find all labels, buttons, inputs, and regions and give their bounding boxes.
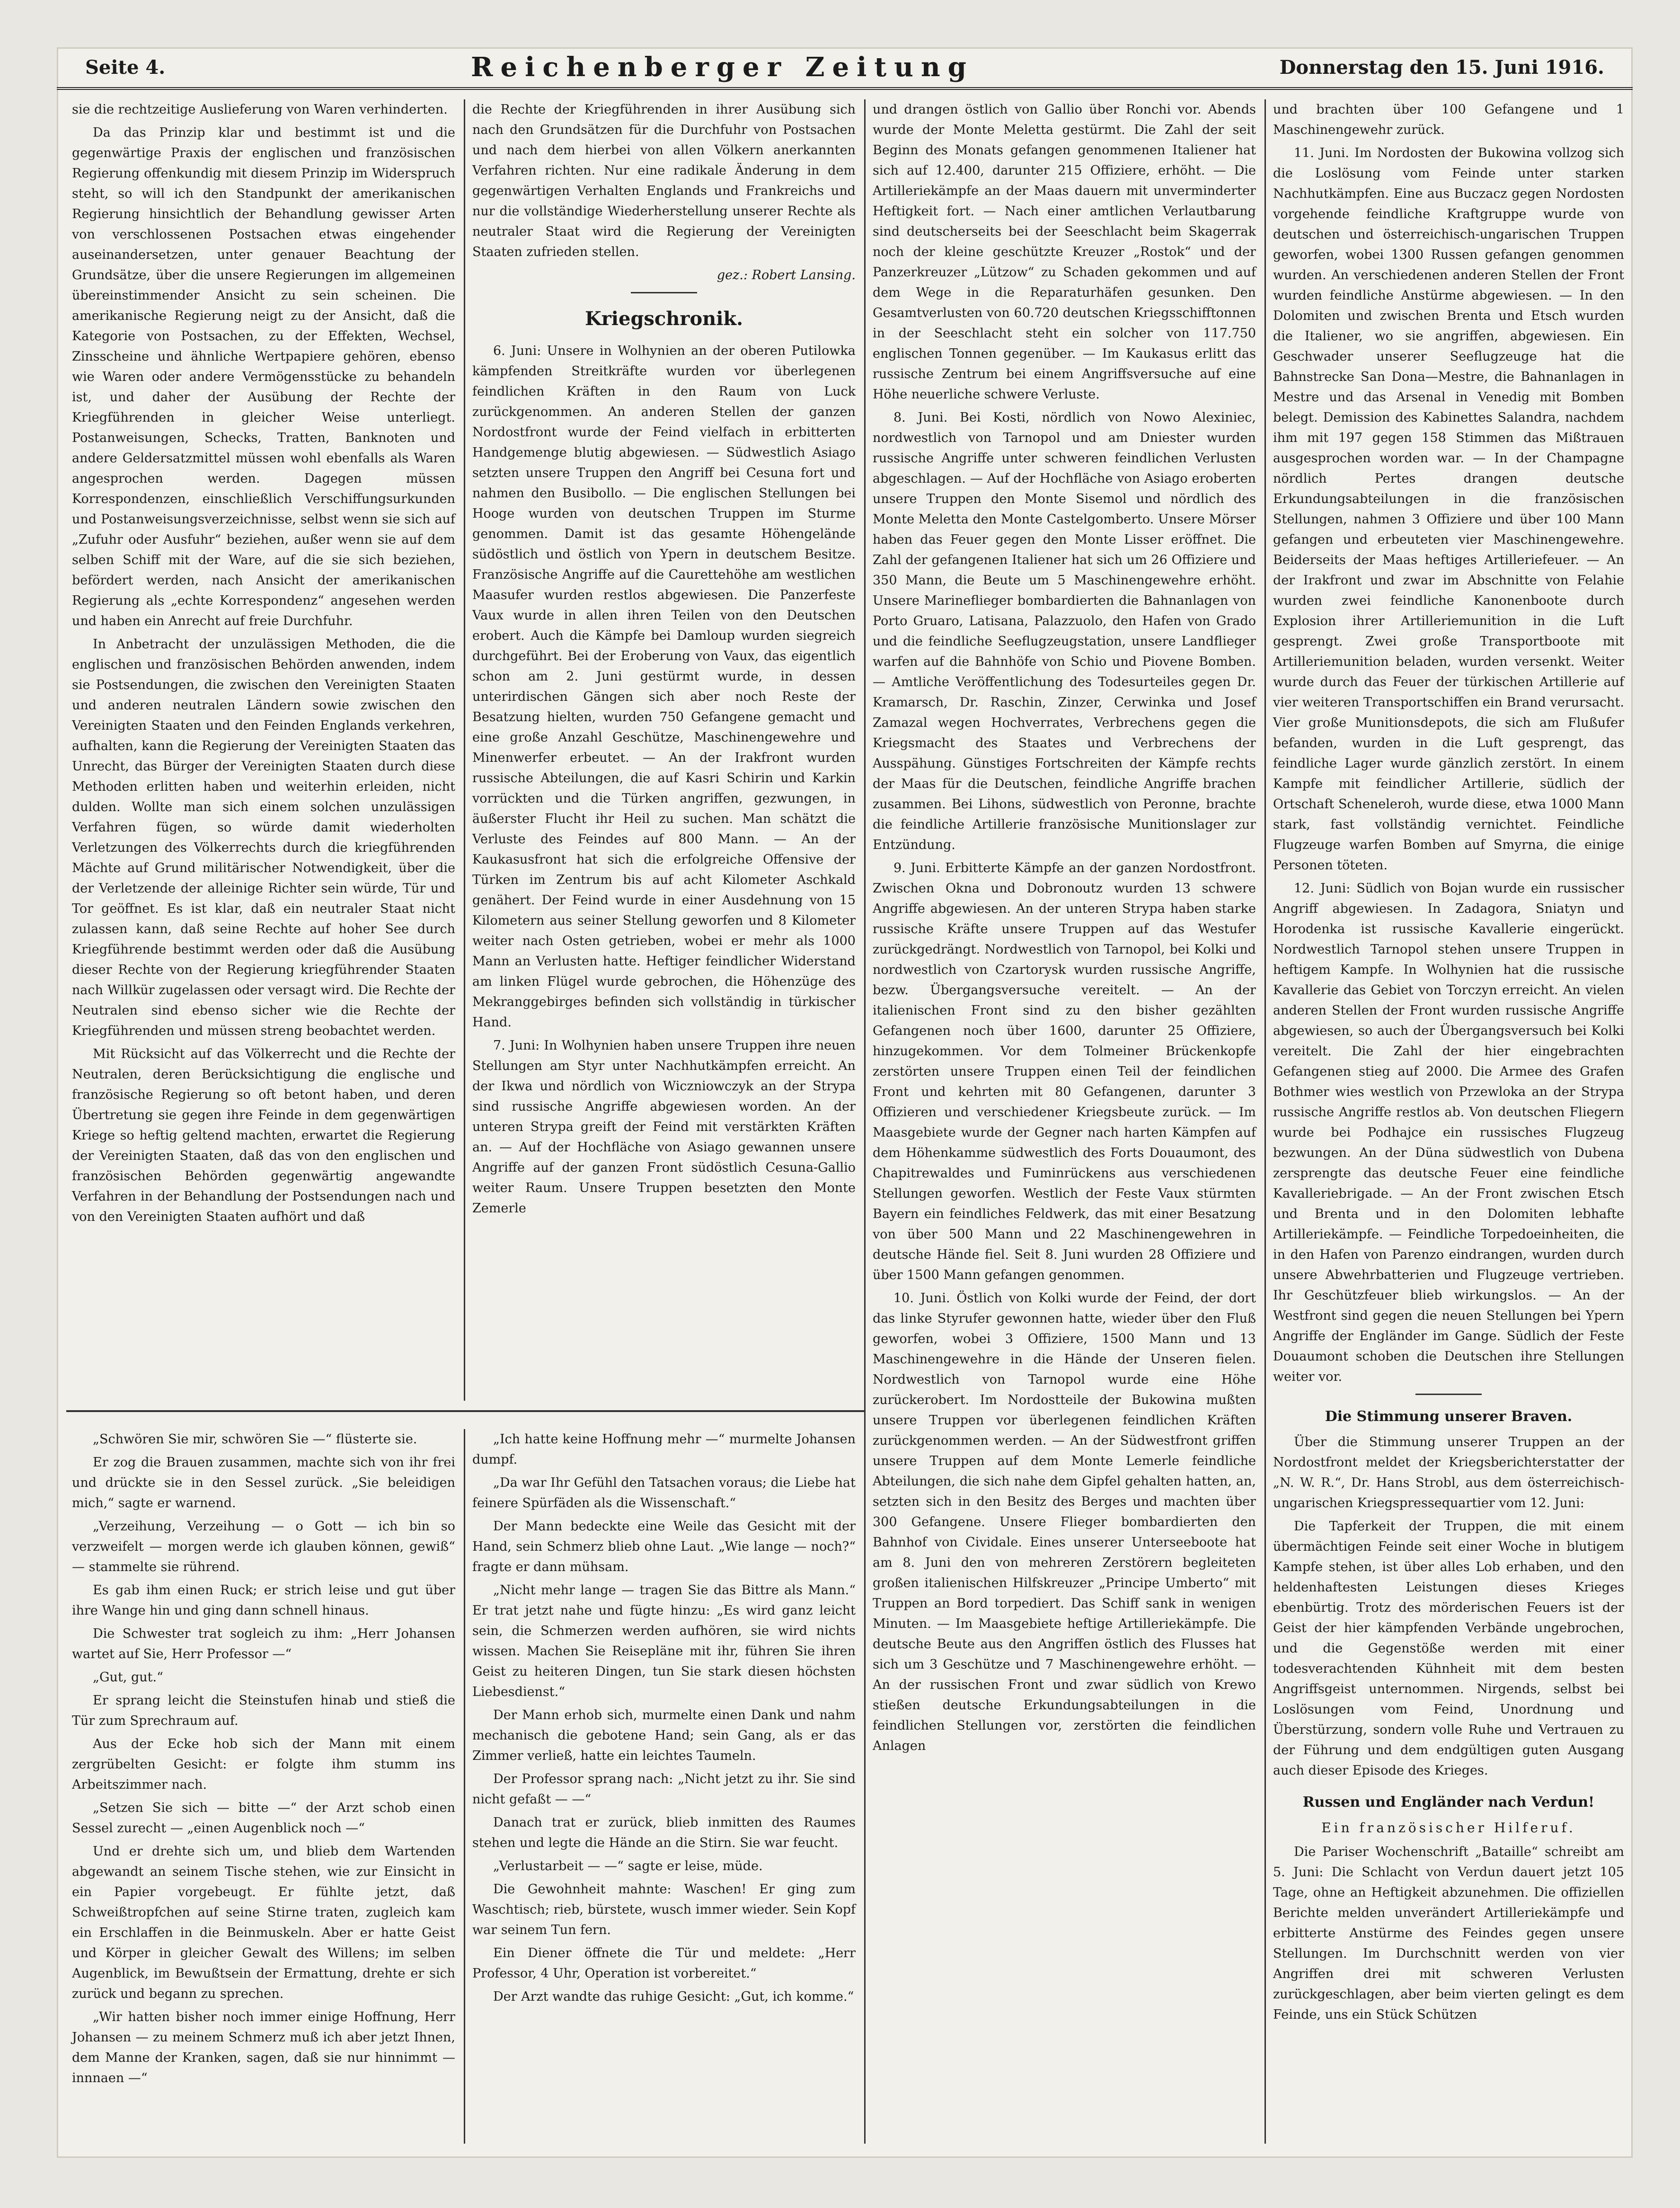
story-paragraph: „Gut, gut.“ xyxy=(93,1670,163,1685)
section-title: Die Stimmung unserer Braven. xyxy=(1325,1408,1573,1425)
separator xyxy=(631,292,697,293)
feuilleton-column-2 xyxy=(464,1429,864,2144)
chronicle-entry: und drangen östlich von Gallio über Ronchi vor. Abends wurde der Monte Meletta gestürmt. Die Zahl der seit Beginn des Monats gefangen genommenen Italiener hat sich auf 12.400, darunter 215 Offiziere, erhöht. — Die Artilleriekämpfe an der Maas dauern mit unverminderter Heftigkeit fort. — Nach einer amtlichen Verlautbarung sind deutscherseits bei der Seeschlacht beim Skagerrak noch der kleine geschützte Kreuzer „Rostok“ und der Panzerkreuzer „Lützow“ zu Schaden gekommen und auf dem Wege in die Reparaturhäfen gesunken. Den Gesamtverlusten von 60.720 deutschen Kriegsschifftonnen in der Seeschlacht steht ein solcher von 117.750 englischen Tonnen gegenüber. — Im Kaukasus erlitt das russische Zentrum bei einem Angriffsversuche auf eine Höhe neuerliche schwere Verluste. xyxy=(873,102,1256,402)
column-1 xyxy=(63,99,464,1405)
story-paragraph: Der Arzt wandte das ruhige Gesicht: „Gut, ich komme.“ xyxy=(493,1989,854,2004)
chronicle-entry: 11. Juni. Im Nordosten der Bukowina vollzog sich die Loslösung vom Feinde unter starken Nachhutkämpfen. Eine aus Buczacz gegen Nordosten vorgehende feindliche Kraftgruppe wurde von deutschen und österreichisch-ungarischen Truppen geworfen, wobei 1300 Russen gefangen genommen wurden. An verschiedenen anderen Stellen der Front wurden feindliche Anstürme abgewiesen. — In den Dolomiten und zwischen Brenta und Etsch wurden die Italiener, wo sie angriffen, abgewiesen. Ein Geschwader unserer Seeflugzeuge hat die Bahnstrecke San Dona—Mestre, die Bahnanlagen in Mestre und das Arsenal in Venedig mit Bomben belegt. Demission des Kabinettes Salandra, nachdem ihm mit 197 gegen 158 Stimmen das Mißtrauen ausgesprochen worden war. — In der Champagne nördlich Pertes drangen deutsche Erkundungsabteilungen in die französischen Stellungen, nahmen 3 Offiziere und über 100 Mann gefangen und erbeuteten vier Maschinengewehre. Beiderseits der Maas heftiges Artilleriefeuer. — An der Irakfront und zwar im Abschnitte von Felahie wurden zwei feindliche Kanonenboote durch Explosion ihrer Artilleriemunition in die Luft gesprengt. Zwei große Transportboote mit Artilleriemunition beladen, wurden versenkt. Weiter wurde durch das Feuer der türkischen Artillerie auf vier weiteren Transportschiffen ein Brand verursacht. Vier große Munitionsdepots, die sich am Flußufer befanden, wurden in die Luft gesprengt, das feindliche Lager wurde gänzlich zerstört. In einem Kampfe mit feindlicher Artillerie, südlich der Ortschaft Scheneleroh, wurde diese, etwa 1000 Mann stark, fast vollständig vernichtet. Feindliche Flugzeuge warfen Bomben auf Smyrna, die einige Personen töteten. xyxy=(1273,146,1624,873)
chronicle-entry: 7. Juni: In Wolhynien haben unsere Truppen ihre neuen Stellungen am Styr unter Nachhutkämpfen erreicht. An der Ikwa und nördlich von Wiczniowczyk an der Strypa sind russische Angriffe abgewiesen worden. An der unteren Strypa greift der Feind mit verstärkten Kräften an. — Auf der Hochfläche von Asiago gewannen unsere Angriffe auf der ganzen Front südöstlich Cesuna-Gallio weiter Raum. Unsere Truppen besetzten den Monte Zemerle xyxy=(472,1038,856,1216)
page-header xyxy=(57,47,1633,90)
feuilleton-column-1 xyxy=(63,1429,464,2144)
chronicle-entry: 8. Juni. Bei Kosti, nördlich von Nowo Alexiniec, nordwestlich von Tarnopol und am Dniester wurden russische Angriffe unter schweren feindlichen Verlusten abgeschlagen. — Auf der Hochfläche von Asiago eroberten unsere Truppen den Monte Sisemol und nördlich des Monte Meletta den Monte Castelgomberto. Unsere Mörser haben das Feuer gegen den Monte Lisser eröffnet. Die Zahl der gefangenen Italiener hat sich um 26 Offiziere und 350 Mann, die Beute um 5 Maschinengewehre erhöht. Unsere Marineflieger bombardierten die Bahnanlagen von Porto Gruaro, Latisana, Palazzuolo, den Hafen von Grado und die feindliche Seeflugzeugstation, unsere Landflieger warfen auf die Bahnhöfe von Schio und Piovene Bomben. — Amtliche Veröffentlichung des Todesurteiles gegen Dr. Kramarsch, Dr. Raschin, Zinzer, Cerwinka und Josef Zamazal wegen Hochverrates, Verbrechens gegen die Kriegsmacht des Staates und Verbrechens der Ausspähung. Günstiges Fortschreiten der Kämpfe rechts der Maas für die Deutschen, feindliche Angriffe brachen zusammen. Bei Lihons, südwestlich von Peronne, brachte die feindliche Artillerie französische Munitionslager zur Entzündung. xyxy=(873,410,1256,852)
story-paragraph: Danach trat er zurück, blieb inmitten des Raumes stehen und legte die Hände an die Stirn. Sie war feucht. xyxy=(472,1815,856,1850)
section-title: Kriegschronik. xyxy=(584,308,743,330)
page-number: Seite 4. xyxy=(85,56,166,79)
story-paragraph: „Nicht mehr lange — tragen Sie das Bittre als Mann.“ Er trat jetzt nahe und fügte hinzu: „Es wird ganz leicht sein, die Schmerzen werden aufhören, sie wird nichts wissen. Machen Sie Reisepläne mit ihr, führen Sie ihren Geist zu heiteren Dingen, tun Sie stark diesen höchsten Liebesdienst.“ xyxy=(472,1583,856,1699)
paragraph: Die Pariser Wochenschrift „Bataille“ schreibt am 5. Juni: Die Schlacht von Verdun dauert jetzt 105 Tage, ohne an Heftigkeit abzunehmen. Die offiziellen Berichte melden unverändert Artilleriekämpfe und erbitterte Anstürme des Feindes gegen unsere Stellungen. Im Durchschnitt werden von vier Angriffen drei mit schweren Verlusten zurückgeschlagen, aber beim vierten gelingt es dem Feinde, uns ein Stück Schützen xyxy=(1273,1845,1624,2022)
chronicle-entry: 9. Juni. Erbitterte Kämpfe an der ganzen Nordostfront. Zwischen Okna und Dobronoutz wurden 13 schwere Angriffe abgewiesen. An der unteren Strypa haben starke russische Kräfte unsere Truppen auf das Westufer zurückgedrängt. Nordwestlich von Tarnopol, bei Kolki und nordwestlich von Czartorysk wurden russische Angriffe, bezw. Übergangsversuche vereitelt. — An der italienischen Front sind zu den bisher gezählten Gefangenen noch über 1600, darunter 25 Offiziere, hinzugekommen. Vor dem Tolmeiner Brückenkopfe zerstörten unsere Truppen einen Teil der feindlichen Front und kehrten mit 80 Gefangenen, darunter 3 Offizieren und verschiedener Kriegsbeute zurück. — Im Maasgebiete wurde der Gegner nach harten Kämpfen auf dem Höhenkamme südwestlich des Forts Douaumont, des Chapitrewaldes und Fuminrückens aus verschiedenen Stellungen geworfen. Westlich der Feste Vaux stürmten Bayern ein feindliches Feldwerk, das mit einer Besatzung von über 500 Mann und 22 Maschinengewehren in deutsche Hände fiel. Seit 8. Juni wurden 28 Offiziere und über 1500 Mann gefangen genommen. xyxy=(873,861,1256,1282)
separator xyxy=(1415,1394,1482,1395)
story-paragraph: „Schwören Sie mir, schwören Sie —“ flüsterte sie. xyxy=(93,1432,417,1447)
masthead: Reichenberger Zeitung xyxy=(470,52,974,83)
story-paragraph: Aus der Ecke hob sich der Mann mit einem zergrübelten Gesicht: er folgte ihm stumm ins Arbeitszimmer nach. xyxy=(72,1737,455,1792)
story-paragraph: Die Schwester trat sogleich zu ihm: „Herr Johansen wartet auf Sie, Herr Professor —“ xyxy=(72,1626,455,1661)
story-paragraph: Die Gewohnheit mahnte: Waschen! Er ging zum Waschtisch; rieb, bürstete, wusch immer wieder. Sein Kopf war seinem Tun fern. xyxy=(472,1882,856,1937)
newspaper-page xyxy=(57,47,1633,2158)
issue-date: Donnerstag den 15. Juni 1916. xyxy=(1279,56,1604,79)
story-paragraph: „Wir hatten bisher noch immer einige Hoffnung, Herr Johansen — zu meinem Schmerz muß ich aber jetzt Ihnen, dem Manne der Kranken, sagen, daß sie nur hinnimmt — innnaen —“ xyxy=(72,2010,455,2085)
paragraph: Die Tapferkeit der Truppen, die mit einem übermächtigen Feinde seit einer Woche in blutigem Kampfe stehen, ist über alles Lob erhaben, und den heldenhaftesten Leistungen dieses Krieges ebenbürtig. Trotz des mörderischen Feuers ist der Geist der hier kämpfenden Verbände ungebrochen, und die Gegenstöße werden mit einer todesverachtenden Kühnheit mit dem besten Angriffsgeist unternommen. Nirgends, selbst bei Loslösungen vom Feind, Unordnung und Überstürzung, sondern volle Ruhe und Vertrauen zu der Führung und dem endgültigen guten Ausgang auch dieser Episode des Krieges. xyxy=(1273,1519,1624,1778)
chronicle-entry: und brachten über 100 Gefangene und 1 Maschinengewehr zurück. xyxy=(1273,102,1624,137)
story-paragraph: Er sprang leicht die Steinstufen hinab und stieß die Tür zum Sprechraum auf. xyxy=(72,1693,455,1728)
story-paragraph: Der Mann bedeckte eine Weile das Gesicht mit der Hand, sein Schmerz blieb ohne Laut. „Wie lange — noch?“ fragte er dann mühsam. xyxy=(472,1519,856,1574)
paragraph: Mit Rücksicht auf das Völkerrecht und die Rechte der Neutralen, deren Berücksichtigung die englische und französische Regierung so oft betont haben, und deren Übertretung sie gegen ihre Feinde in dem gegenwärtigen Kriege so heftig geltend machten, erwartet die Regierung der Vereinigten Staaten, daß das von den englischen und französischen Behörden gegenwärtig angewandte Verfahren in der Behandlung der Postsendungen nach und von den Vereinigten Staaten aufhört und daß xyxy=(72,1047,455,1224)
section-title: Russen und Engländer nach Verdun! xyxy=(1302,1794,1595,1811)
paragraph: Da das Prinzip klar und bestimmt ist und die gegenwärtige Praxis der englischen und französischen Regierung offenkundig mit diesem Prinzip im Widerspruch steht, so will ich den Standpunkt der amerikanischen Regierung hinsichtlich der Behandlung gewisser Arten von verschlossenen Postsachen etwas eingehender auseinandersetzen, unter genauer Beachtung der Grundsätze, über die unsere Regierungen im allgemeinen übereinstimmender Ansicht zu sein scheinen. Die amerikanische Regierung neigt zu der Ansicht, daß die Kategorie von Postsachen, zu der Effekten, Wechsel, Zinsscheine und ähnliche Wertpapiere gehören, ebenso wie Waren oder andere Vermögensstücke zu behandeln ist, und daher der Ausübung der Rechte der Kriegführenden in gleicher Weise unterliegt. Postanweisungen, Schecks, Tratten, Banknoten und andere Geldersatzmittel müssen wohl ebenfalls als Waren angesprochen werden. Dagegen müssen Korrespondenzen, einschließlich Verschiffungsurkunden und Postanweisungsverzeichnisse, selbst wenn sie sich auf „Zufuhr oder Ausfuhr“ beziehen, außer wenn sie auf dem selben Schiff mit der Ware, auf die sie sich beziehen, befördert werden, nach Ansicht der amerikanischen Regierung als „echte Korrespondenz“ angesehen werden und haben ein Anrecht auf freie Durchfuhr. xyxy=(72,125,455,628)
column-4 xyxy=(1264,99,1633,2144)
story-paragraph: Und er drehte sich um, und blieb dem Wartenden abgewandt an seinem Tische stehen, wie zur Einsicht in ein Papier vorgebeugt. Er fühlte jetzt, daß Schweißtropfchen auf seine Stirne traten, zugleich kam ein Erschlaffen in die Beinmuskeln. Aber er hatte Geist und Körper in gleicher Gewalt des Willens; im selben Augenblick, im Bewußtsein der Ermattung, drehte er sich zurück und begann zu sprechen. xyxy=(72,1844,455,2001)
story-paragraph: Der Mann erhob sich, murmelte einen Dank und nahm mechanisch die gebotene Hand; sein Gang, als er das Zimmer verließ, hatte ein leichtes Taumeln. xyxy=(472,1708,856,1763)
story-paragraph: „Ich hatte keine Hoffnung mehr —“ murmelte Johansen dumpf. xyxy=(472,1432,856,1467)
story-paragraph: Es gab ihm einen Ruck; er strich leise und gut über ihre Wange hin und ging dann schnell hinaus. xyxy=(72,1583,455,1618)
signature: gez.: Robert Lansing. xyxy=(716,268,856,283)
paragraph: die Rechte der Kriegführenden in ihrer Ausübung sich nach den Grundsätzen für die Durchfuhr von Postsachen und nach dem hierbei von allen Völkern anerkannten Verfahren richten. Nur eine radikale Änderung in dem gegenwärtigen Verhalten Englands und Frankreichs und nur die vollständige Wiederherstellung unserer Rechte als neutraler Staat wird die Regierung der Vereinigten Staaten zufrieden stellen. xyxy=(472,102,856,259)
chronicle-entry: 12. Juni: Südlich von Bojan wurde ein russischer Angriff abgewiesen. In Zadagora, Sniatyn und Horodenka ist russische Kavallerie eingerückt. Nordwestlich Tarnopol stehen unsere Truppen in heftigem Kampfe. In Wolhynien hat die russische Kavallerie das Gebiet von Torczyn erreicht. An vielen anderen Stellen der Front wurden russische Angriffe abgewiesen, so auch der Übergangsversuch bei Kolki vereitelt. Die Zahl der hier eingebrachten Gefangenen stieg auf 2000. Die Armee des Grafen Bothmer wies westlich von Przewloka an der Strypa russische Angriffe restlos ab. Von deutschen Fliegern wurde bei Podhajce ein russisches Flugzeug bezwungen. An der Düna südwestlich von Dubena zersprengte das deutsche Feuer eine feindliche Kavalleriebrigade. — An der Front zwischen Etsch und Brenta und in den Dolomiten lebhafte Artilleriekämpfe. — Feindliche Torpedoeinheiten, die in den Hafen von Parenzo eindrangen, wurden durch unsere Abwehrbatterien und Flugzeuge vertrieben. Ihr Geschützfeuer blieb wirkungslos. — An der Westfront sind gegen die neuen Stellungen bei Ypern Angriffe der Engländer im Gange. Südlich der Feste Douaumont schoben die Deutschen ihre Stellungen weiter vor. xyxy=(1273,881,1624,1384)
story-paragraph: „Da war Ihr Gefühl den Tatsachen voraus; die Liebe hat feinere Spürfäden als die Wissenschaft.“ xyxy=(472,1475,856,1510)
story-paragraph: „Setzen Sie sich — bitte —“ der Arzt schob einen Sessel zurecht — „einen Augenblick noch —“ xyxy=(72,1801,455,1836)
chronicle-entry: 10. Juni. Östlich von Kolki wurde der Feind, der dort das linke Styrufer gewonnen hatte, wieder über den Fluß geworfen, wobei 3 Offiziere, 1500 Mann und 13 Maschinengewehre in die Hände der Unseren fielen. Nordwestlich von Tarnopol wurde eine Höhe zurückerobert. Im Nordostteile der Bukowina mußten unsere Truppen vor überlegenen feindlichen Kräften zurückgenommen werden. — An der Südwestfront griffen unsere Truppen auf dem Monte Lemerle feindliche Abteilungen, die sich nahe dem Gipfel gehalten hatten, an, setzten sich in den Besitz des Berges und machten über 300 Gefangene. Unsere Flieger bombardierten den Bahnhof von Cividale. Eines unserer Unterseeboote hat am 8. Juni den von mehreren Zerstörern begleiteten großen italienischen Hilfskreuzer „Principe Umberto“ mit Truppen an Bord torpediert. Das Schiff sank in wenigen Minuten. — Im Maasgebiete heftige Artilleriekämpfe. Die deutsche Beute aus den Angriffen östlich des Flusses hat sich um 3 Geschütze und 7 Maschinengewehre erhöht. — An der russischen Front und zwar südlich von Krewo stießen deutsche Erkundungsabteilungen in die feindlichen Stellungen vor, zerstörten die feindlichen Anlagen xyxy=(873,1291,1256,1753)
column-2 xyxy=(464,99,864,1405)
story-paragraph: Er zog die Brauen zusammen, machte sich von ihr frei und drückte sie in den Sessel zurück. „Sie beleidigen mich,“ sagte er warnend. xyxy=(72,1455,455,1510)
story-paragraph: „Verlustarbeit — —“ sagte er leise, müde. xyxy=(493,1859,763,1873)
story-paragraph: Ein Diener öffnete die Tür und meldete: „Herr Professor, 4 Uhr, Operation ist vorbereitet.“ xyxy=(472,1946,856,1981)
paragraph: In Anbetracht der unzulässigen Methoden, die die englischen und französischen Behörden anwenden, indem sie Postsendungen, die zwischen den Vereinigten Staaten und anderen neutralen Ländern sowie zwischen den Vereinigten Staaten und den Feinden Englands verkehren, aufhalten, kann die Regierung der Vereinigten Staaten das Unrecht, das Bürger der Vereinigten Staaten durch diese Methoden erlitten haben und weiterhin erleiden, nicht dulden. Wollte man sich einem solchen unzulässigen Verfahren fügen, so würde damit wiederholten Verletzungen des Völkerrechts durch die kriegführenden Mächte auf Grund militärischer Notwendigkeit, über die der Verletzende der alleinige Richter sein würde, Tür und Tor geöffnet. Es ist klar, daß ein neutraler Staat nicht zulassen kann, daß seine Rechte auf hoher See durch Kriegführende bestimmt werden oder daß die Ausübung dieser Rechte von der Regierung kriegführender Staaten nach Willkür zugelassen oder versagt wird. Die Rechte der Neutralen sind ebenso sicher wie die Rechte der Kriegführenden und müssen streng beobachtet werden. xyxy=(72,637,455,1038)
paragraph: Über die Stimmung unserer Truppen an der Nordostfront meldet der Kriegsberichterstatter der „N. W. R.“, Dr. Hans Strobl, aus dem österreichisch-ungarischen Kriegspressequartier vom 12. Juni: xyxy=(1273,1435,1624,1510)
story-paragraph: Der Professor sprang nach: „Nicht jetzt zu ihr. Sie sind nicht gefaßt — —“ xyxy=(472,1772,856,1807)
paragraph: sie die rechtzeitige Auslieferung von Waren verhinderten. xyxy=(72,102,448,117)
chronicle-entry: 6. Juni: Unsere in Wolhynien an der oberen Putilowka kämpfenden Streitkräfte wurden vor überlegenen feindlichen Kräften in den Raum von Luck zurückgenommen. An anderen Stellen der ganzen Nordostfront wurde der Feind vielfach in erbitterten Handgemenge blutig abgewiesen. — Südwestlich Asiago setzten unsere Truppen den Angriff bei Cesuna fort und nahmen den Busibollo. — Die englischen Stellungen bei Hooge wurden von deutschen Truppen im Sturme genommen. Damit ist das gesamte Höhengelände südöstlich und östlich von Ypern in deutschem Besitze. Französische Angriffe auf die Caurettehöhe am westlichen Maasufer wurden restlos abgewiesen. Die Panzerfeste Vaux wurde in allen ihren Teilen von den Deutschen erobert. Auch die Kämpfe bei Damloup wurden siegreich durchgeführt. Bei der Eroberung von Vaux, das eigentlich schon am 2. Juni gestürmt wurde, in dessen unterirdischen Gängen sich aber noch Reste der Besatzung hielten, wurden 750 Gefangene gemacht und eine große Anzahl Geschütze, Maschinengewehre und Minenwerfer erbeutet. — An der Irakfront wurden russische Abteilungen, die auf Kasri Schirin und Karkin vorrückten und die Türken angriffen, gezwungen, in äußerster Flucht ihr Heil zu suchen. Man schätzt die Verluste des Feindes auf 800 Mann. — An der Kaukasusfront hat sich die erfolgreiche Offensive der Türken im Zentrum bis auf acht Kilometer Aschkald genähert. Der Feind wurde in einer Ausdehnung von 15 Kilometern aus seiner Stellung geworfen und 8 Kilometer weiter nach Osten getrieben, wobei er mehr als 1000 Mann an Verlusten hatte. Heftiger feindlicher Widerstand am linken Flügel wurde gebrochen, die Höhenzüge des Mekranggebirges befinden sich vollständig in türkischer Hand. xyxy=(472,344,856,1030)
section-subtitle: Ein französischer Hilferuf. xyxy=(1321,1820,1576,1836)
column-3 xyxy=(864,99,1264,2144)
story-paragraph: „Verzeihung, Verzeihung — o Gott — ich bin so verzweifelt — morgen werde ich glauben können, gewiß“ — stammelte sie rührend. xyxy=(72,1519,455,1574)
feuilleton-rule xyxy=(66,1410,864,1412)
